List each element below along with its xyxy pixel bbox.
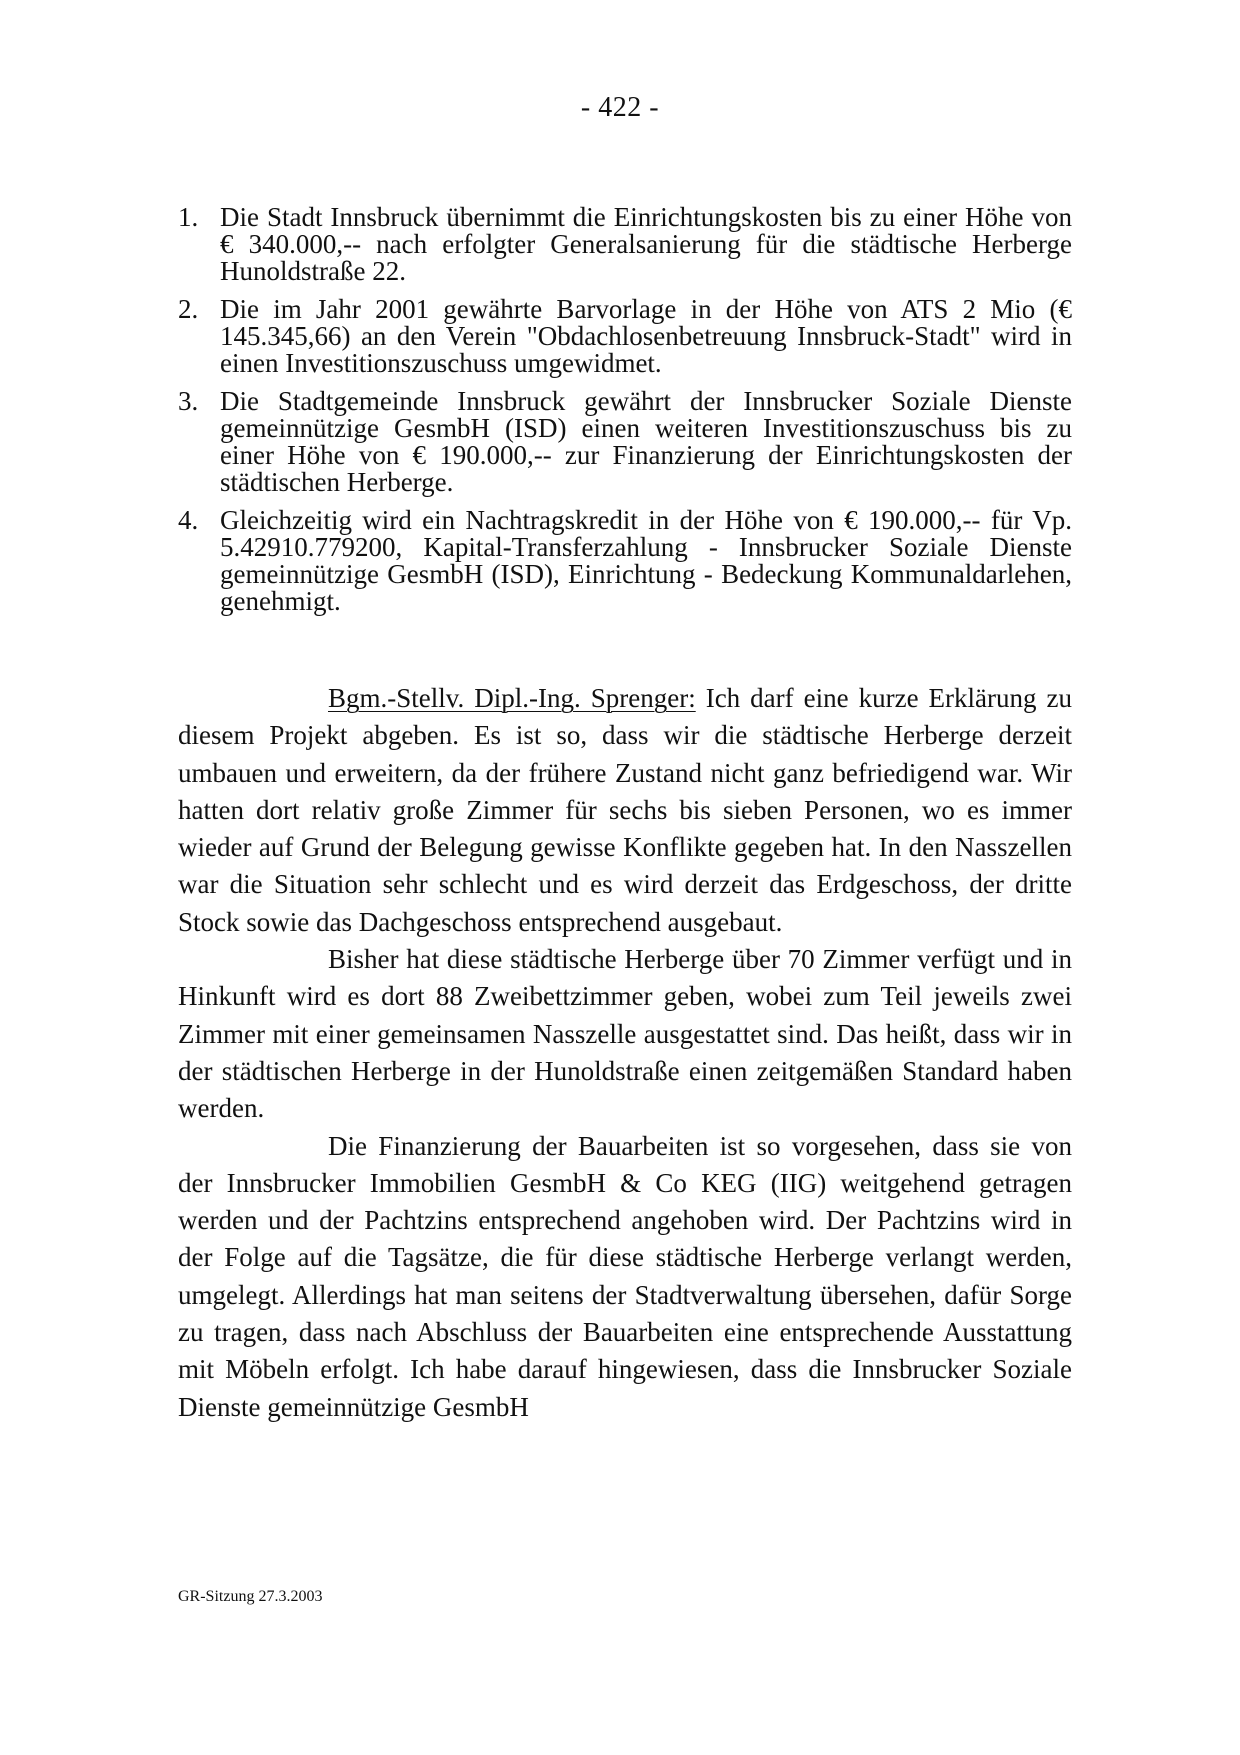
speech-paragraph (178, 680, 1072, 941)
list-item (178, 507, 1072, 615)
list-item-number: 3. (178, 386, 199, 416)
speech-paragraph: Bisher hat diese städtische Herberge über 70 Zimmer verfügt und in Hinkunft wird es dort 88 Zweibettzimmer geben, wobei zum Teil jeweils zwei Zimmer mit einer gemeinsamen Nasszelle ausgestattet sind. Das heißt, dass wir in der städtischen Herberge in der Hunoldstraße einen zeitgemäßen Standard haben werden. (178, 944, 1072, 1124)
list-item-text: Gleichzeitig wird ein Nachtragskredit in der Höhe von € 190.000,-- für Vp. 5.42910.779200, Kapital-Transferzahlung - Innsbrucker Soziale Dienste gemeinnützige GesmbH (ISD), Einrichtung - Bedeckung Kommunaldarlehen, genehmigt. (220, 505, 1072, 616)
list-item (178, 204, 1072, 285)
list-item-number: 4. (178, 505, 199, 535)
list-item-text: Die im Jahr 2001 gewährte Barvorlage in der Höhe von ATS 2 Mio (€ 145.345,66) an den Verein "Obdachlosenbetreuung Innsbruck-Stadt" wird in einen Investitionszuschuss umgewidmet. (220, 294, 1072, 378)
speech-paragraph: Die Finanzierung der Bauarbeiten ist so vorgesehen, dass sie von der Innsbrucker Immobilien GesmbH & Co KEG (IIG) weitgehend getragen werden und der Pachtzins entsprechend angehoben wird. Der Pachtzins wird in der Folge auf die Tagsätze, die für diese städtische Herberge verlangt werden, umgelegt. Allerdings hat man seitens der Stadtverwaltung übersehen, dafür Sorge zu tragen, dass nach Abschluss der Bauarbeiten eine entsprechende Ausstattung mit Möbeln erfolgt. Ich habe darauf hingewiesen, dass die Innsbrucker Soziale Dienste gemeinnützige GesmbH (178, 1130, 1072, 1422)
list-item-number: 2. (178, 294, 199, 324)
speech-section (178, 680, 1072, 1426)
list-item-text: Die Stadt Innsbruck übernimmt die Einrichtungskosten bis zu einer Höhe von € 340.000,-- nach erfolgter Generalsanierung für die städtische Herberge Hunoldstraße 22. (220, 202, 1072, 286)
speaker-name: Bgm.-Stellv. Dipl.-Ing. Sprenger: (328, 683, 696, 713)
list-item (178, 388, 1072, 496)
list-item-text: Die Stadtgemeinde Innsbruck gewährt der Innsbrucker Soziale Dienste gemeinnützige GesmbH (ISD) einen weiteren Investitionszuschuss bis zu einer Höhe von € 190.000,-- zur Finanzierung der Einrichtungskosten der städtischen Herberge. (220, 386, 1072, 497)
paragraph-text: Ich darf eine kurze Erklärung zu diesem Projekt abgeben. Es ist so, dass wir die städtische Herberge derzeit umbauen und erweitern, da der frühere Zustand nicht ganz befriedigend war. Wir hatten dort relativ große Zimmer für sechs bis sieben Personen, wo es immer wieder auf Grund der Belegung gewisse Konflikte gegeben hat. In den Nasszellen war die Situation sehr schlecht und es wird derzeit das Erdgeschoss, der dritte Stock sowie das Dachgeschoss entsprechend ausgebaut. (178, 683, 1072, 937)
resolution-list (178, 204, 1072, 626)
page-number: - 422 - (580, 92, 660, 123)
list-item (178, 296, 1072, 377)
list-item-number: 1. (178, 202, 199, 232)
page-footer: GR-Sitzung 27.3.2003 (178, 1588, 323, 1605)
